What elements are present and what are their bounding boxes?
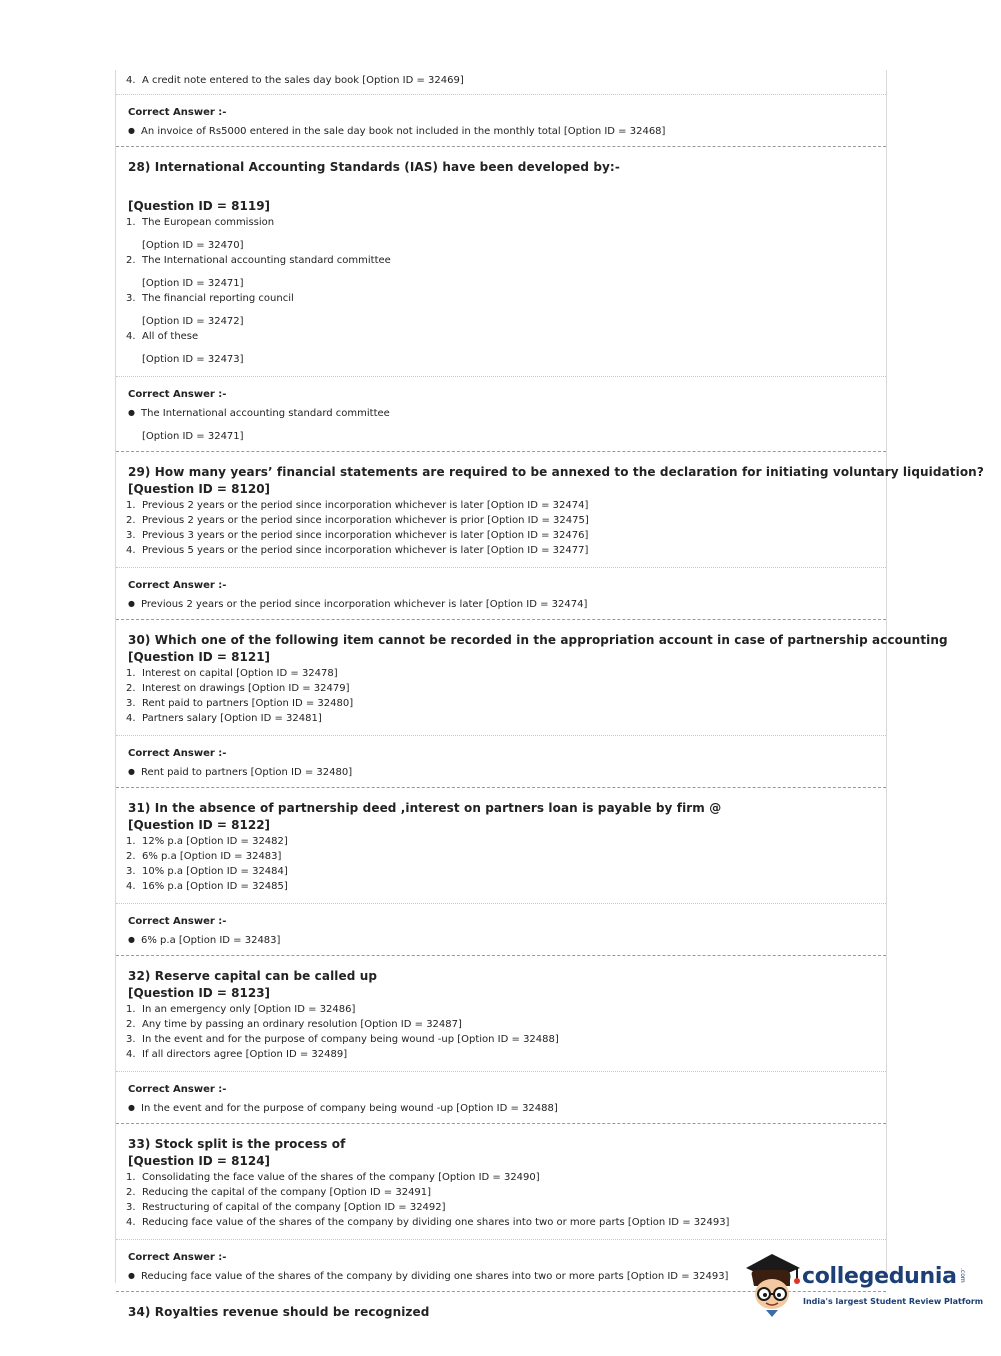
question-id: [Question ID = 8123]	[128, 986, 271, 1000]
option-row	[116, 711, 886, 726]
option-list	[116, 1170, 886, 1237]
bullet-icon: ●	[128, 1271, 135, 1280]
option-id: [Option ID = 32470]	[142, 240, 244, 251]
option-text: The financial reporting council	[142, 293, 294, 304]
correct-answer-block	[116, 903, 886, 955]
option-row	[116, 1032, 886, 1047]
option-text: A credit note entered to the sales day book [Option ID = 32469]	[142, 75, 464, 86]
option-number: 4.	[126, 331, 136, 342]
correct-answer-block	[116, 376, 886, 451]
option-id: [Option ID = 32473]	[142, 354, 244, 365]
option-text: Rent paid to partners [Option ID = 32480]	[142, 698, 354, 709]
option-text: Any time by passing an ordinary resolution [Option ID = 32487]	[142, 1019, 462, 1030]
option-number: 2.	[126, 851, 136, 862]
option-number: 1.	[126, 500, 136, 511]
option-row	[116, 528, 886, 543]
option-text: 16% p.a [Option ID = 32485]	[142, 881, 288, 892]
question-id: [Question ID = 8119]	[128, 199, 271, 213]
correct-answer-text: 6% p.a [Option ID = 32483]	[141, 935, 281, 946]
correct-answer	[128, 596, 886, 612]
question-text: 31) In the absence of partnership deed ,interest on partners loan is payable by firm @	[128, 801, 722, 815]
option-text: Interest on capital [Option ID = 32478]	[142, 668, 338, 679]
question-text: 34) Royalties revenue should be recognized	[128, 1305, 430, 1319]
option-text: 10% p.a [Option ID = 32484]	[142, 866, 288, 877]
correct-answer-text: In the event and for the purpose of company being wound -up [Option ID = 32488]	[141, 1103, 558, 1114]
option-text: Reducing the capital of the company [Option ID = 32491]	[142, 1187, 432, 1198]
question-id: [Question ID = 8120]	[128, 482, 271, 496]
option-text: The European commission	[142, 217, 275, 228]
option-number: 2.	[126, 683, 136, 694]
option-row	[116, 543, 886, 558]
option-text: Interest on drawings [Option ID = 32479]	[142, 683, 350, 694]
option-text: 12% p.a [Option ID = 32482]	[142, 836, 288, 847]
option-row	[116, 73, 886, 88]
option-text: Previous 3 years or the period since incorporation whichever is later [Option ID = 32476]	[142, 530, 589, 541]
correct-answer	[128, 1100, 886, 1116]
option-number: 4.	[126, 713, 136, 724]
option-number: 4.	[126, 545, 136, 556]
correct-answer-block	[116, 1071, 886, 1123]
question-text: 28) International Accounting Standards (IAS) have been developed by:-	[128, 160, 620, 174]
option-row	[116, 1185, 886, 1200]
option-number: 3.	[126, 698, 136, 709]
option-row	[116, 498, 886, 513]
option-number: 3.	[126, 293, 136, 304]
correct-answer-block	[116, 735, 886, 787]
option-text: All of these	[142, 331, 199, 342]
correct-answer-text: The International accounting standard committee	[141, 408, 390, 419]
option-number: 4.	[126, 881, 136, 892]
correct-answer-text: An invoice of Rs5000 entered in the sale day book not included in the monthly total [Option ID = 32468]	[141, 126, 666, 137]
correct-answer-label: Correct Answer :-	[128, 389, 227, 400]
correct-answer-label: Correct Answer :-	[128, 107, 227, 118]
question-text: 30) Which one of the following item cannot be recorded in the appropriation account in case of partnership accounting	[128, 633, 948, 647]
option-number: 1.	[126, 1004, 136, 1015]
option-row	[116, 666, 886, 681]
bullet-icon: ●	[128, 408, 135, 417]
option-number: 1.	[126, 217, 136, 228]
question-text: 29) How many years’ financial statements are required to be annexed to the declaration for initiating voluntary liquidation?	[128, 465, 984, 479]
question-text: 33) Stock split is the process of	[128, 1137, 346, 1151]
option-number: 4.	[126, 75, 136, 86]
option-text: In the event and for the purpose of company being wound -up [Option ID = 32488]	[142, 1034, 559, 1045]
correct-answer-label: Correct Answer :-	[128, 1084, 227, 1095]
question-31	[116, 788, 886, 903]
question-29	[116, 452, 984, 567]
option-number: 1.	[126, 836, 136, 847]
question-32	[116, 956, 886, 1071]
mascot-icon	[742, 1250, 804, 1320]
correct-answer-label: Correct Answer :-	[128, 916, 227, 927]
option-text: Consolidating the face value of the shares of the company [Option ID = 32490]	[142, 1172, 540, 1183]
correct-answer	[128, 123, 886, 139]
correct-answer-label: Correct Answer :-	[128, 748, 227, 759]
option-text: In an emergency only [Option ID = 32486]	[142, 1004, 356, 1015]
question-33	[116, 1124, 886, 1239]
option-list	[116, 666, 886, 733]
option-row	[116, 834, 886, 849]
correct-answer-block	[116, 94, 886, 146]
correct-answer-text: Rent paid to partners [Option ID = 32480]	[141, 767, 353, 778]
collegedunia-logo	[742, 1250, 984, 1320]
option-id: [Option ID = 32471]	[142, 431, 244, 442]
option-number: 2.	[126, 1187, 136, 1198]
option-row	[116, 253, 886, 268]
option-number: 4.	[126, 1049, 136, 1060]
option-text: The International accounting standard committee	[142, 255, 391, 266]
option-row	[116, 1200, 886, 1215]
option-text: If all directors agree [Option ID = 32489]	[142, 1049, 348, 1060]
option-row	[116, 329, 886, 344]
option-text: 6% p.a [Option ID = 32483]	[142, 851, 282, 862]
option-row	[116, 864, 886, 879]
option-row	[116, 215, 886, 230]
logo-wordmark: collegedunia	[802, 1264, 957, 1289]
bullet-icon: ●	[128, 1103, 135, 1112]
logo-tagline: India's largest Student Review Platform	[803, 1297, 984, 1306]
option-list	[116, 498, 886, 565]
question-text: 32) Reserve capital can be called up	[128, 969, 378, 983]
option-row	[116, 1215, 886, 1230]
option-row	[116, 849, 886, 864]
option-list	[116, 834, 886, 901]
option-row	[116, 513, 886, 528]
correct-answer-label: Correct Answer :-	[128, 1252, 227, 1263]
question-id: [Question ID = 8122]	[128, 818, 271, 832]
option-number: 2.	[126, 515, 136, 526]
option-row	[116, 879, 886, 894]
option-text: Previous 2 years or the period since incorporation whichever is later [Option ID = 32474]	[142, 500, 589, 511]
bullet-icon: ●	[128, 599, 135, 608]
question-id: [Question ID = 8124]	[128, 1154, 271, 1168]
option-number: 3.	[126, 1034, 136, 1045]
correct-answer-text: Previous 2 years or the period since incorporation whichever is later [Option ID = 32474]	[141, 599, 588, 610]
option-text: Previous 2 years or the period since incorporation whichever is prior [Option ID = 32475]	[142, 515, 589, 526]
option-number: 1.	[126, 1172, 136, 1183]
question-28	[116, 147, 886, 376]
correct-answer-label: Correct Answer :-	[128, 580, 227, 591]
option-id: [Option ID = 32471]	[142, 278, 244, 289]
question-30	[116, 620, 948, 735]
option-row	[116, 1002, 886, 1017]
correct-answer-text: Reducing face value of the shares of the company by dividing one shares into two or more parts [Option ID = 32493]	[141, 1271, 729, 1282]
prev-question-tail	[116, 73, 886, 146]
option-number: 2.	[126, 1019, 136, 1030]
option-number: 1.	[126, 668, 136, 679]
option-text: Restructuring of capital of the company [Option ID = 32492]	[142, 1202, 446, 1213]
option-list	[116, 215, 886, 374]
option-row	[116, 681, 886, 696]
question-id: [Question ID = 8121]	[128, 650, 271, 664]
bullet-icon: ●	[128, 935, 135, 944]
option-number: 2.	[126, 255, 136, 266]
option-row	[116, 1017, 886, 1032]
bullet-icon: ●	[128, 767, 135, 776]
option-number: 3.	[126, 866, 136, 877]
option-list	[116, 1002, 886, 1069]
correct-answer	[128, 405, 886, 421]
correct-answer	[128, 932, 886, 948]
logo-suffix: .com	[959, 1268, 966, 1283]
option-number: 3.	[126, 530, 136, 541]
option-number: 4.	[126, 1217, 136, 1228]
option-row	[116, 291, 886, 306]
correct-answer-block	[116, 567, 886, 619]
bullet-icon: ●	[128, 126, 135, 135]
option-text: Reducing face value of the shares of the company by dividing one shares into two or more parts [Option ID = 32493]	[142, 1217, 730, 1228]
option-text: Previous 5 years or the period since incorporation whichever is later [Option ID = 32477]	[142, 545, 589, 556]
option-number: 3.	[126, 1202, 136, 1213]
option-row	[116, 696, 886, 711]
option-row	[116, 1047, 886, 1062]
correct-answer	[128, 764, 886, 780]
option-id: [Option ID = 32472]	[142, 316, 244, 327]
option-row	[116, 1170, 886, 1185]
option-text: Partners salary [Option ID = 32481]	[142, 713, 322, 724]
